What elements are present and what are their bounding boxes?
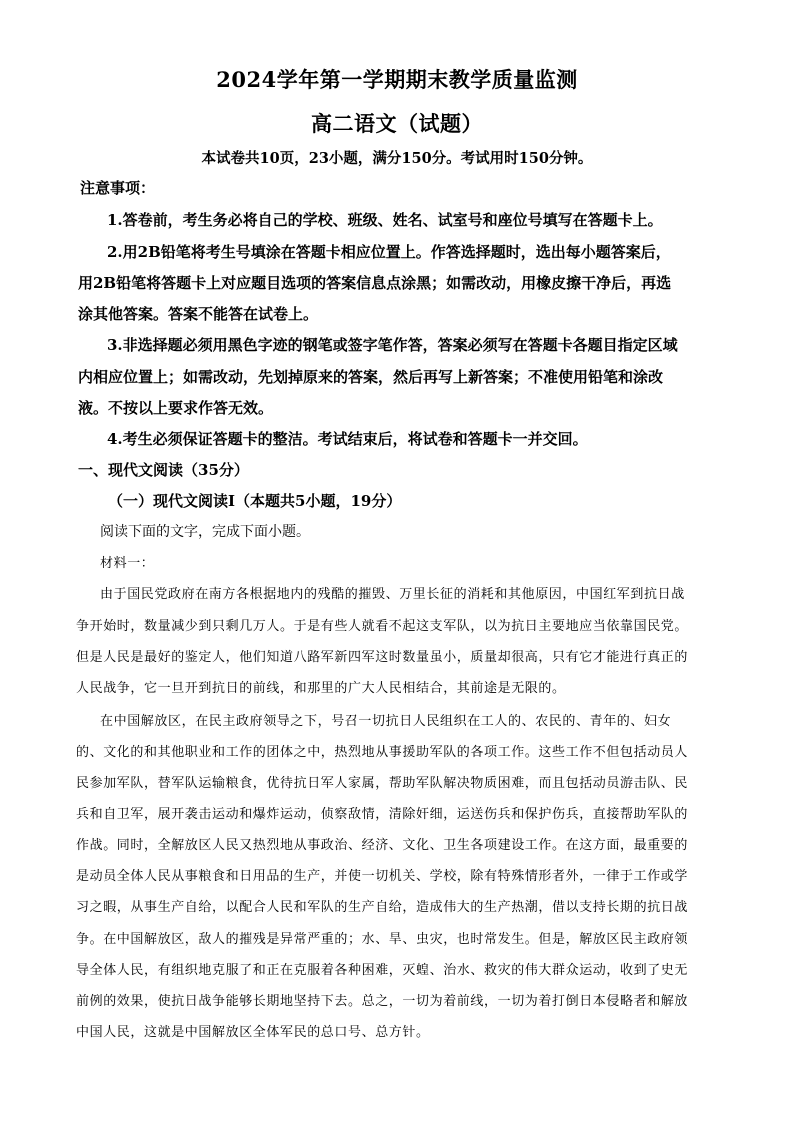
paragraph-line: 导全体人民，有组织地克服了和正在克服着各种困难，灭蝗、治水、救灾的伟大群众运动，收到了史无	[76, 963, 689, 978]
exam-title: 2024学年第一学期期末教学质量监测	[216, 67, 578, 92]
paragraph-line: 前例的效果，使抗日战争能够长期地坚持下去。总之，一切为着前线，一切为着打倒日本侵略者和解放	[76, 994, 689, 1009]
paragraph-line: 民参加军队，替军队运输粮食，优待抗日军人家属，帮助军队解决物质困难，而且包括动员游击队、民	[76, 776, 689, 791]
paragraph-line: 但是人民是最好的鉴定人，他们知道八路军新四军这时数量虽小，质量却很高，只有它才能进行真正的	[76, 650, 689, 665]
exam-subtitle: 高二语文（试题）	[311, 111, 483, 136]
paragraph-line: 由于国民党政府在南方各根据地内的残酷的摧毁、万里长征的消耗和其他原因，中国红军到抗日战	[100, 587, 685, 602]
exam-info: 本试卷共10页，23小题，满分150分。考试用时150分钟。	[201, 150, 593, 167]
notice-line-6: 内相应位置上；如需改动，先划掉原来的答案，然后再写上新答案；不准使用铅笔和涂改	[78, 368, 664, 386]
subsection-heading: （一）现代文阅读Ⅰ（本题共5小题，19分）	[108, 492, 402, 510]
notice-line-3: 用2B铅笔将答题卡上对应题目选项的答案信息点涂黑；如需改动，用橡皮擦干净后，再选	[78, 274, 672, 292]
paragraph-line: 人民战争，它一旦开到抗日的前线，和那里的广大人民相结合，其前途是无限的。	[76, 681, 566, 696]
notice-line-8: 4.考生必须保证答题卡的整洁。考试结束后，将试卷和答题卡一并交回。	[107, 430, 588, 448]
notice-heading: 注意事项：	[80, 179, 156, 197]
paragraph-line: 兵和自卫军，展开袭击运动和爆炸运动，侦察敌情，清除奸细，运送伤兵和保护伤兵，直接帮助军队的	[76, 807, 689, 822]
paragraph-line: 争开始时，数量减少到只剩几万人。于是有些人就看不起这支军队，以为抗日主要地应当依靠国民党。	[76, 619, 689, 634]
paragraph-line: 是动员全体人民从事粮食和日用品的生产，并使一切机关、学校，除有特殊情形者外，一律于工作或学	[76, 869, 689, 884]
paragraph-line: 的、文化的和其他职业和工作的团体之中，热烈地从事援助军队的各项工作。这些工作不但包括动员人	[76, 745, 689, 760]
notice-line-4: 涂其他答案。答案不能答在试卷上。	[78, 305, 319, 323]
paragraph-line: 作战。同时，全解放区人民又热烈地从事政治、经济、文化、卫生各项建设工作。在这方面，最重要的	[76, 838, 689, 853]
notice-line-5: 3.非选择题必须用黑色字迹的钢笔或签字笔作答，答案必须写在答题卡各题目指定区域	[107, 336, 678, 354]
paragraph-line: 中国人民，这就是中国解放区全体军民的总口号、总方针。	[76, 1025, 430, 1040]
section-heading: 一、现代文阅读（35分）	[78, 461, 249, 479]
notice-line-1: 1.答卷前，考生务必将自己的学校、班级、姓名、试室号和座位号填写在答题卡上。	[107, 211, 663, 229]
notice-line-2: 2.用2B铅笔将考生号填涂在答题卡相应位置上。作答选择题时，选出每小题答案后，	[107, 243, 671, 261]
paragraph-line: 在中国解放区，在民主政府领导之下，号召一切抗日人民组织在工人的、农民的、青年的、妇女	[100, 714, 672, 729]
paragraph-line: 争。在中国解放区，敌人的摧残是异常严重的；水、旱、虫灾，也时常发生。但是，解放区民主政府领	[76, 932, 689, 947]
material-label: 材料一：	[100, 556, 155, 571]
reading-instruction: 阅读下面的文字，完成下面小题。	[100, 524, 310, 540]
paragraph-line: 习之暇，从事生产自给，以配合人民和军队的生产自给，造成伟大的生产热潮，借以支持长期的抗日战	[76, 900, 689, 915]
notice-line-7: 液。不按以上要求作答无效。	[78, 399, 274, 417]
